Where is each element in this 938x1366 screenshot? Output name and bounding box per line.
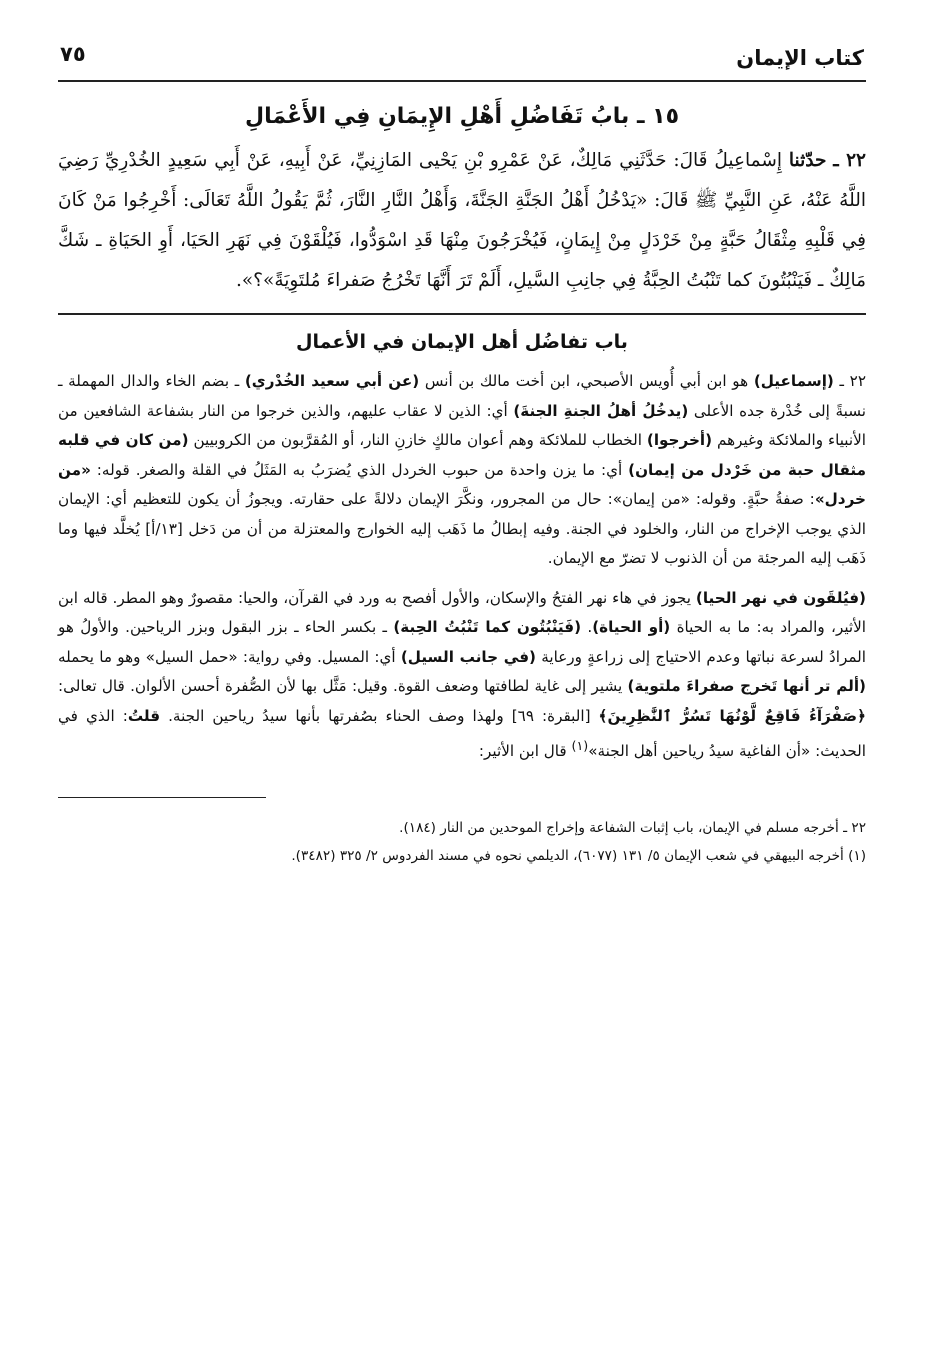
footnotes — [58, 814, 866, 870]
bold-term: (أخرجوا) — [646, 431, 713, 449]
hadith-number: ٢٢ ـ — [833, 150, 866, 171]
hadith-text — [58, 141, 866, 301]
commentary-paragraph-1 — [58, 367, 866, 574]
commentary-text: يشير إلى غاية لطافتها وضعف القوة. وقيل: مَثَّل بها لأن الصُّفرة أحسن الألوان. قال تعالى: — [58, 677, 628, 695]
bold-term: (في جانب السيل) — [400, 647, 536, 666]
commentary-text: ـ بكسر الحاء ـ بزر البقول وبزر الرياحين. والأولُ هو المرادُ لسرعة نباتها وعدم الاحتياج إلى زراعةٍ ورعاية — [58, 618, 866, 666]
bold-term: (يدخُلُ أهلُ الجنةِ الجنةَ) — [513, 401, 689, 420]
commentary-text: أي: الذين لا عقاب عليهم، والذين خرجوا من النار بشفاعة الشافعين من الأنبياء والملائكة وغيرهم — [58, 401, 866, 449]
commentary-text: : صفةُ حبَّةٍ. وقوله: «من إيمان»: حال من المجرور، ونكَّرَ الإيمان دلالةً على حقارته. ويجوزُ أن يكون للتعظيم أي: الإيمان الذي يوجب الإخراج من النار، والخلود في الجنة. وفيه إبطالُ ما ذَهَب إليه الخوارج والمعتزلة من أن من دَخل [١٣/أ] يُخلَّد فيها وما ذَهَب إليه المرجئة من أن الذنوب لا تضرّ مع الإيمان. — [58, 490, 867, 567]
bold-term: (فيُلقَون في نهر الحيا) — [695, 588, 866, 607]
commentary-text: أي: المسيل. وفي رواية: «حمل السيل» وهو ما يحمله — [58, 647, 401, 666]
bold-term: (فَيَنْبُتُون كما تَنْبُتُ الحِبة) — [393, 618, 582, 636]
commentary-text: [البقرة: ٦٩] ولهذا وصف الحناء بصُفرتها بأنها سيدُ رياحين الجنة. — [160, 706, 599, 725]
bold-term: «من خردل» — [58, 460, 866, 508]
bold-term: (أو الحياة) — [592, 618, 671, 636]
hadith-body: إِسْماعِيلُ قَالَ: حَدَّثَنِي مَالِكٌ، عَنْ عَمْرِو بْنِ يَحْيى المَازِنِيِّ، عَنْ أَبِيهِ، عَنْ أَبِي سَعِيدٍ الخُدْرِيِّ رَضِيَ اللَّهُ عَنْهُ، عَنِ النَّبِيِّ ﷺ قَالَ: «يَدْخُلُ أَهْلُ الجَنَّةِ الجَنَّةَ، وَأَهْلُ النَّارِ النَّارَ، ثُمَّ يَقُولُ اللَّهُ تَعَالَى: أَخْرِجُوا مَنْ كَانَ فِي قَلْبِهِ مِثْقَالُ حَبَّةٍ مِنْ خَرْدَلٍ مِنْ إِيمَانٍ، فَيُخْرَجُونَ مِنْهَا قَدِ اسْوَدُّوا، فَيُلْقَوْنَ فِي نَهَرِ الحَيَا، أَوِ الحَيَاةِ ـ شَكَّ مَالِكٌ ـ فَيَنْبُتُونَ كما تَنْبُتُ الحِبَّةُ فِي جانِبِ السَّيلِ، أَلَمْ تَرَ أَنَّهَا تَخْرُجُ صَفراءَ مُلتَوِيَةً»؟». — [58, 150, 867, 291]
commentary-heading: باب تفاضُل أهل الإيمان في الأعمال — [296, 331, 628, 353]
footnote-ref: (١) — [571, 738, 589, 753]
commentary-paragraph-2 — [58, 584, 866, 767]
commentary-number: ٢٢ ـ — [839, 372, 866, 390]
commentary-text: ـ بضم الخاء والدال المهملة ـ نسبةً إلى خُدْرة جده الأعلى — [58, 372, 866, 420]
section-divider — [58, 313, 866, 315]
commentary-text: قال ابن الأثير: — [478, 742, 572, 761]
commentary-text: أي: ما يزن واحدة من حبوب الخردل الذي يُضرَبُ به المَثَلُ في القلة والصغر. قوله: — [90, 460, 629, 479]
footnote-2: (١) أخرجه البيهقي في شعب الإيمان ٥/ ١٣١ (٦٠٧٧)، الديلمي نحوه في مسند الفردوس ٢/ ٣٢٥ (٣٤٨٢). — [291, 847, 866, 864]
running-header — [58, 30, 866, 82]
chapter-heading: ١٥ ـ بابُ تَفَاضُلِ أَهْلِ الإِيمَانِ فِي الأَعْمَالِ — [245, 104, 679, 129]
commentary-text: : الذي في الحديث: «أن الفاغية سيدُ رياحين أهل الجنة» — [58, 706, 866, 761]
commentary-text: هو ابن أبي أُويس الأصبحي، ابن أخت مالك بن أنس — [419, 372, 754, 390]
commentary-text: الخطاب للملائكة وهم أعوان مالكٍ خازنِ النار، أو المُقرَّبون من الكروبيين — [188, 431, 647, 449]
footnote-rule — [58, 797, 266, 798]
hadith-isnad-lead: حدّثنا — [788, 150, 827, 171]
bold-term: (عن أبي سعيد الخُدْري) — [244, 372, 420, 390]
commentary-text: . — [581, 618, 593, 636]
footnote-1: ٢٢ ـ أخرجه مسلم في الإيمان، باب إثبات الشفاعة وإخراج الموحدين من النار (١٨٤). — [399, 819, 866, 836]
bold-term: (ألم تر أنها تَخرج صفراءَ ملتوية) — [627, 677, 866, 695]
book-title: كتاب الإيمان — [736, 46, 864, 70]
bold-term: (من كان في قلبه مثقال حبة من خَرْدل من إيمان) — [58, 431, 866, 479]
bold-term: (إسماعيل) — [753, 372, 834, 390]
quran-verse: ﴿صَفْرَآءُ فَاقِعٌ لَّوْنُهَا تَسُرُّ ٱلنَّٰظِرِينَ﴾ — [598, 706, 866, 725]
book-page — [58, 30, 866, 870]
page-number: ٧٥ — [60, 42, 86, 66]
bold-term: قلتُ — [127, 706, 161, 725]
commentary-text: يجوز في هاء نهر الفتحُ والإسكان، والأول أفصح به ورد في القرآن، والحيا: مقصورٌ وهو المطر. قاله ابن الأثير، والمراد به: ما به الحياة — [58, 588, 867, 636]
